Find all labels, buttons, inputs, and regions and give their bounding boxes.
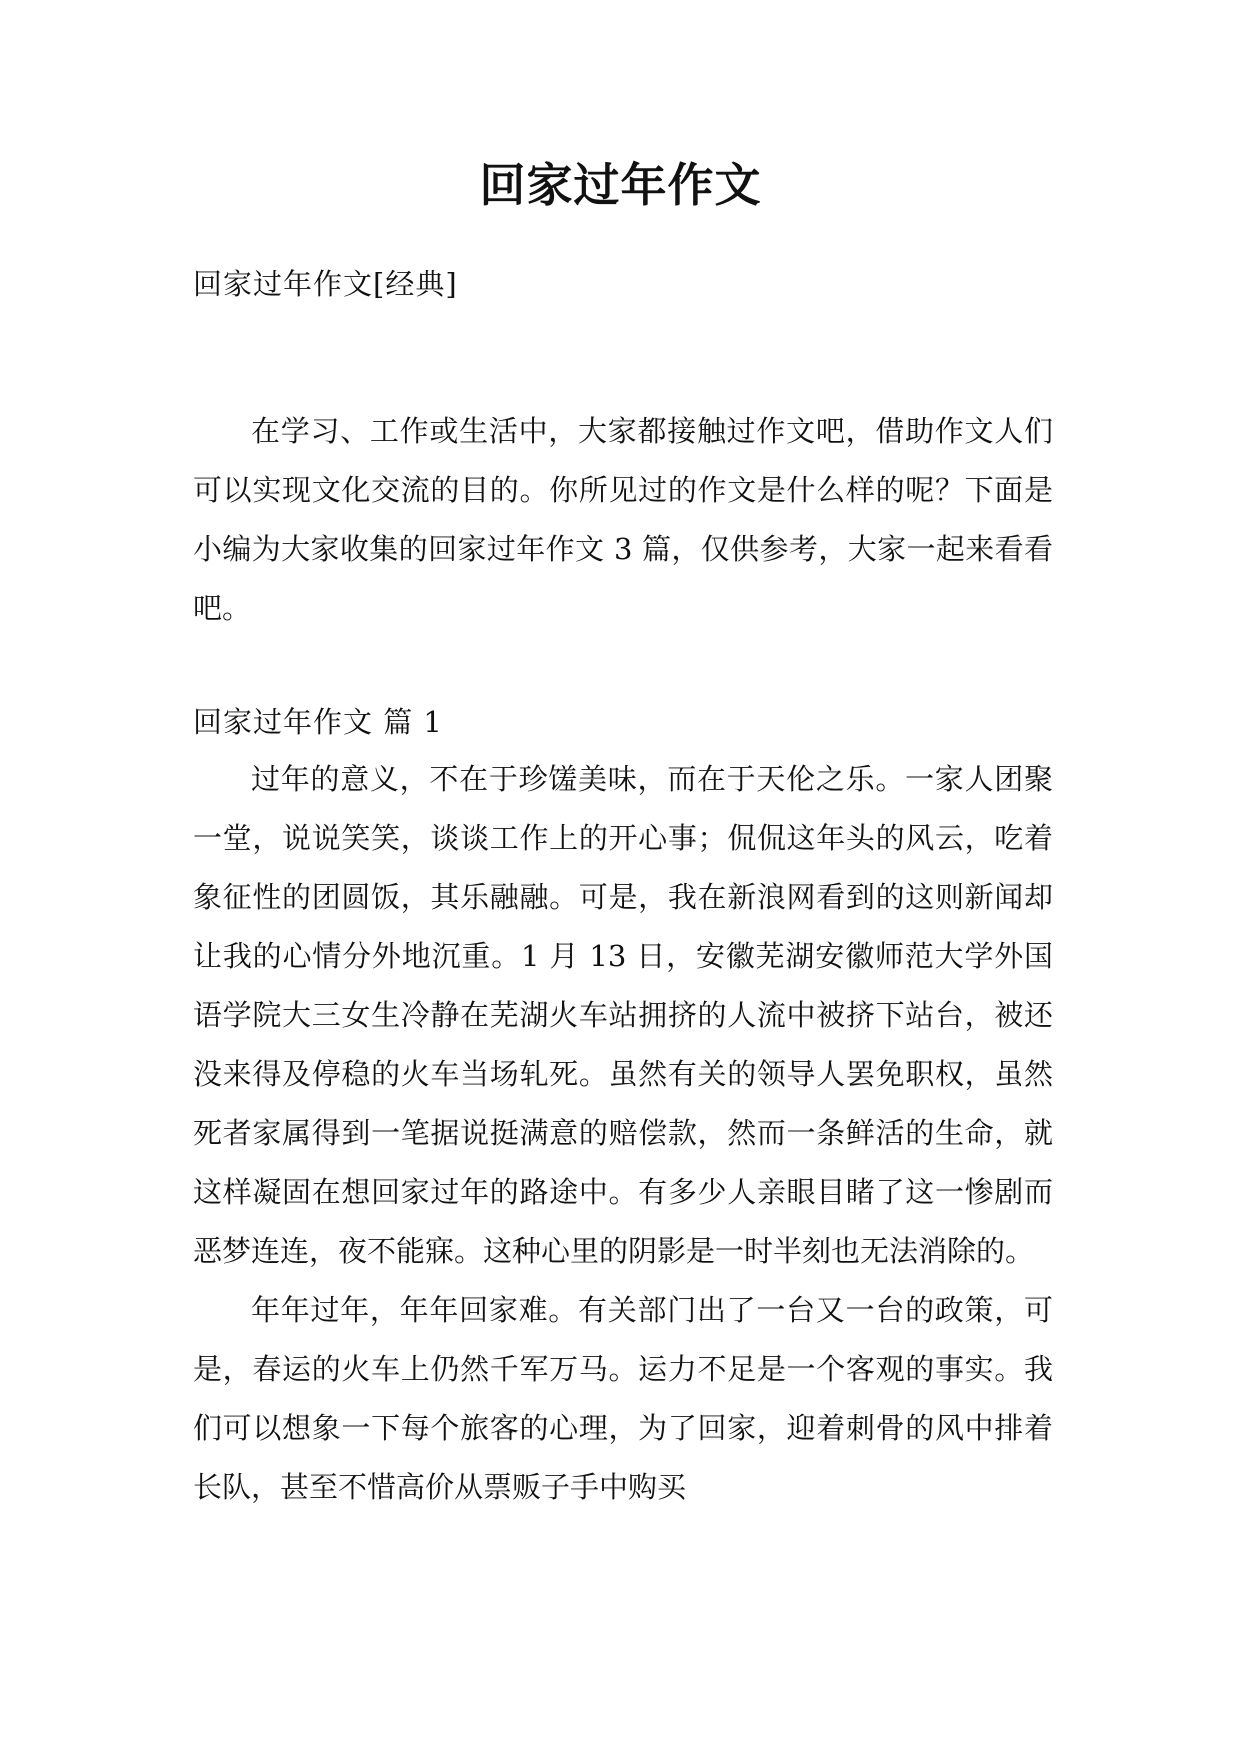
section-1-body [193, 750, 1053, 1517]
section-1-heading: 回家过年作文 篇 1 [193, 705, 443, 739]
document-title: 回家过年作文 [479, 158, 762, 212]
intro-paragraph: 在学习、工作或生活中，大家都接触过作文吧，借助作文人们可以实现文化交流的目的。你所见过的作文是什么样的呢？下面是小编为大家收集的回家过年作文 3 篇，仅供参考，大家一起来看看吧。 [193, 414, 1053, 625]
section-1-paragraph-1: 过年的意义，不在于珍馐美味，而在于天伦之乐。一家人团聚一堂，说说笑笑，谈谈工作上的开心事；侃侃这年头的风云，吃着象征性的团圆饭，其乐融融。可是，我在新浪网看到的这则新闻却让我的心情分外地沉重。1 月 13 日，安徽芜湖安徽师范大学外国语学院大三女生冷静在芜湖火车站拥挤的人流中被挤下站台，被还没来得及停稳的火车当场轧死。虽然有关的领导人罢免职权，虽然死者家属得到一笔据说挺满意的赔偿款，然而一条鲜活的生命，就这样凝固在想回家过年的路途中。有多少人亲眼目睹了这一惨剧而恶梦连连，夜不能寐。这种心里的阴影是一时半刻也无法消除的。 [193, 762, 1053, 1268]
document-subtitle: 回家过年作文[经典] [193, 267, 458, 301]
section-1-paragraph-2: 年年过年，年年回家难。有关部门出了一台又一台的政策，可是，春运的火车上仍然千军万马。运力不足是一个客观的事实。我们可以想象一下每个旅客的心理，为了回家，迎着刺骨的风中排着长队，甚至不惜高价从票贩子手中购买 [193, 1293, 1053, 1504]
intro-section [193, 402, 1053, 638]
